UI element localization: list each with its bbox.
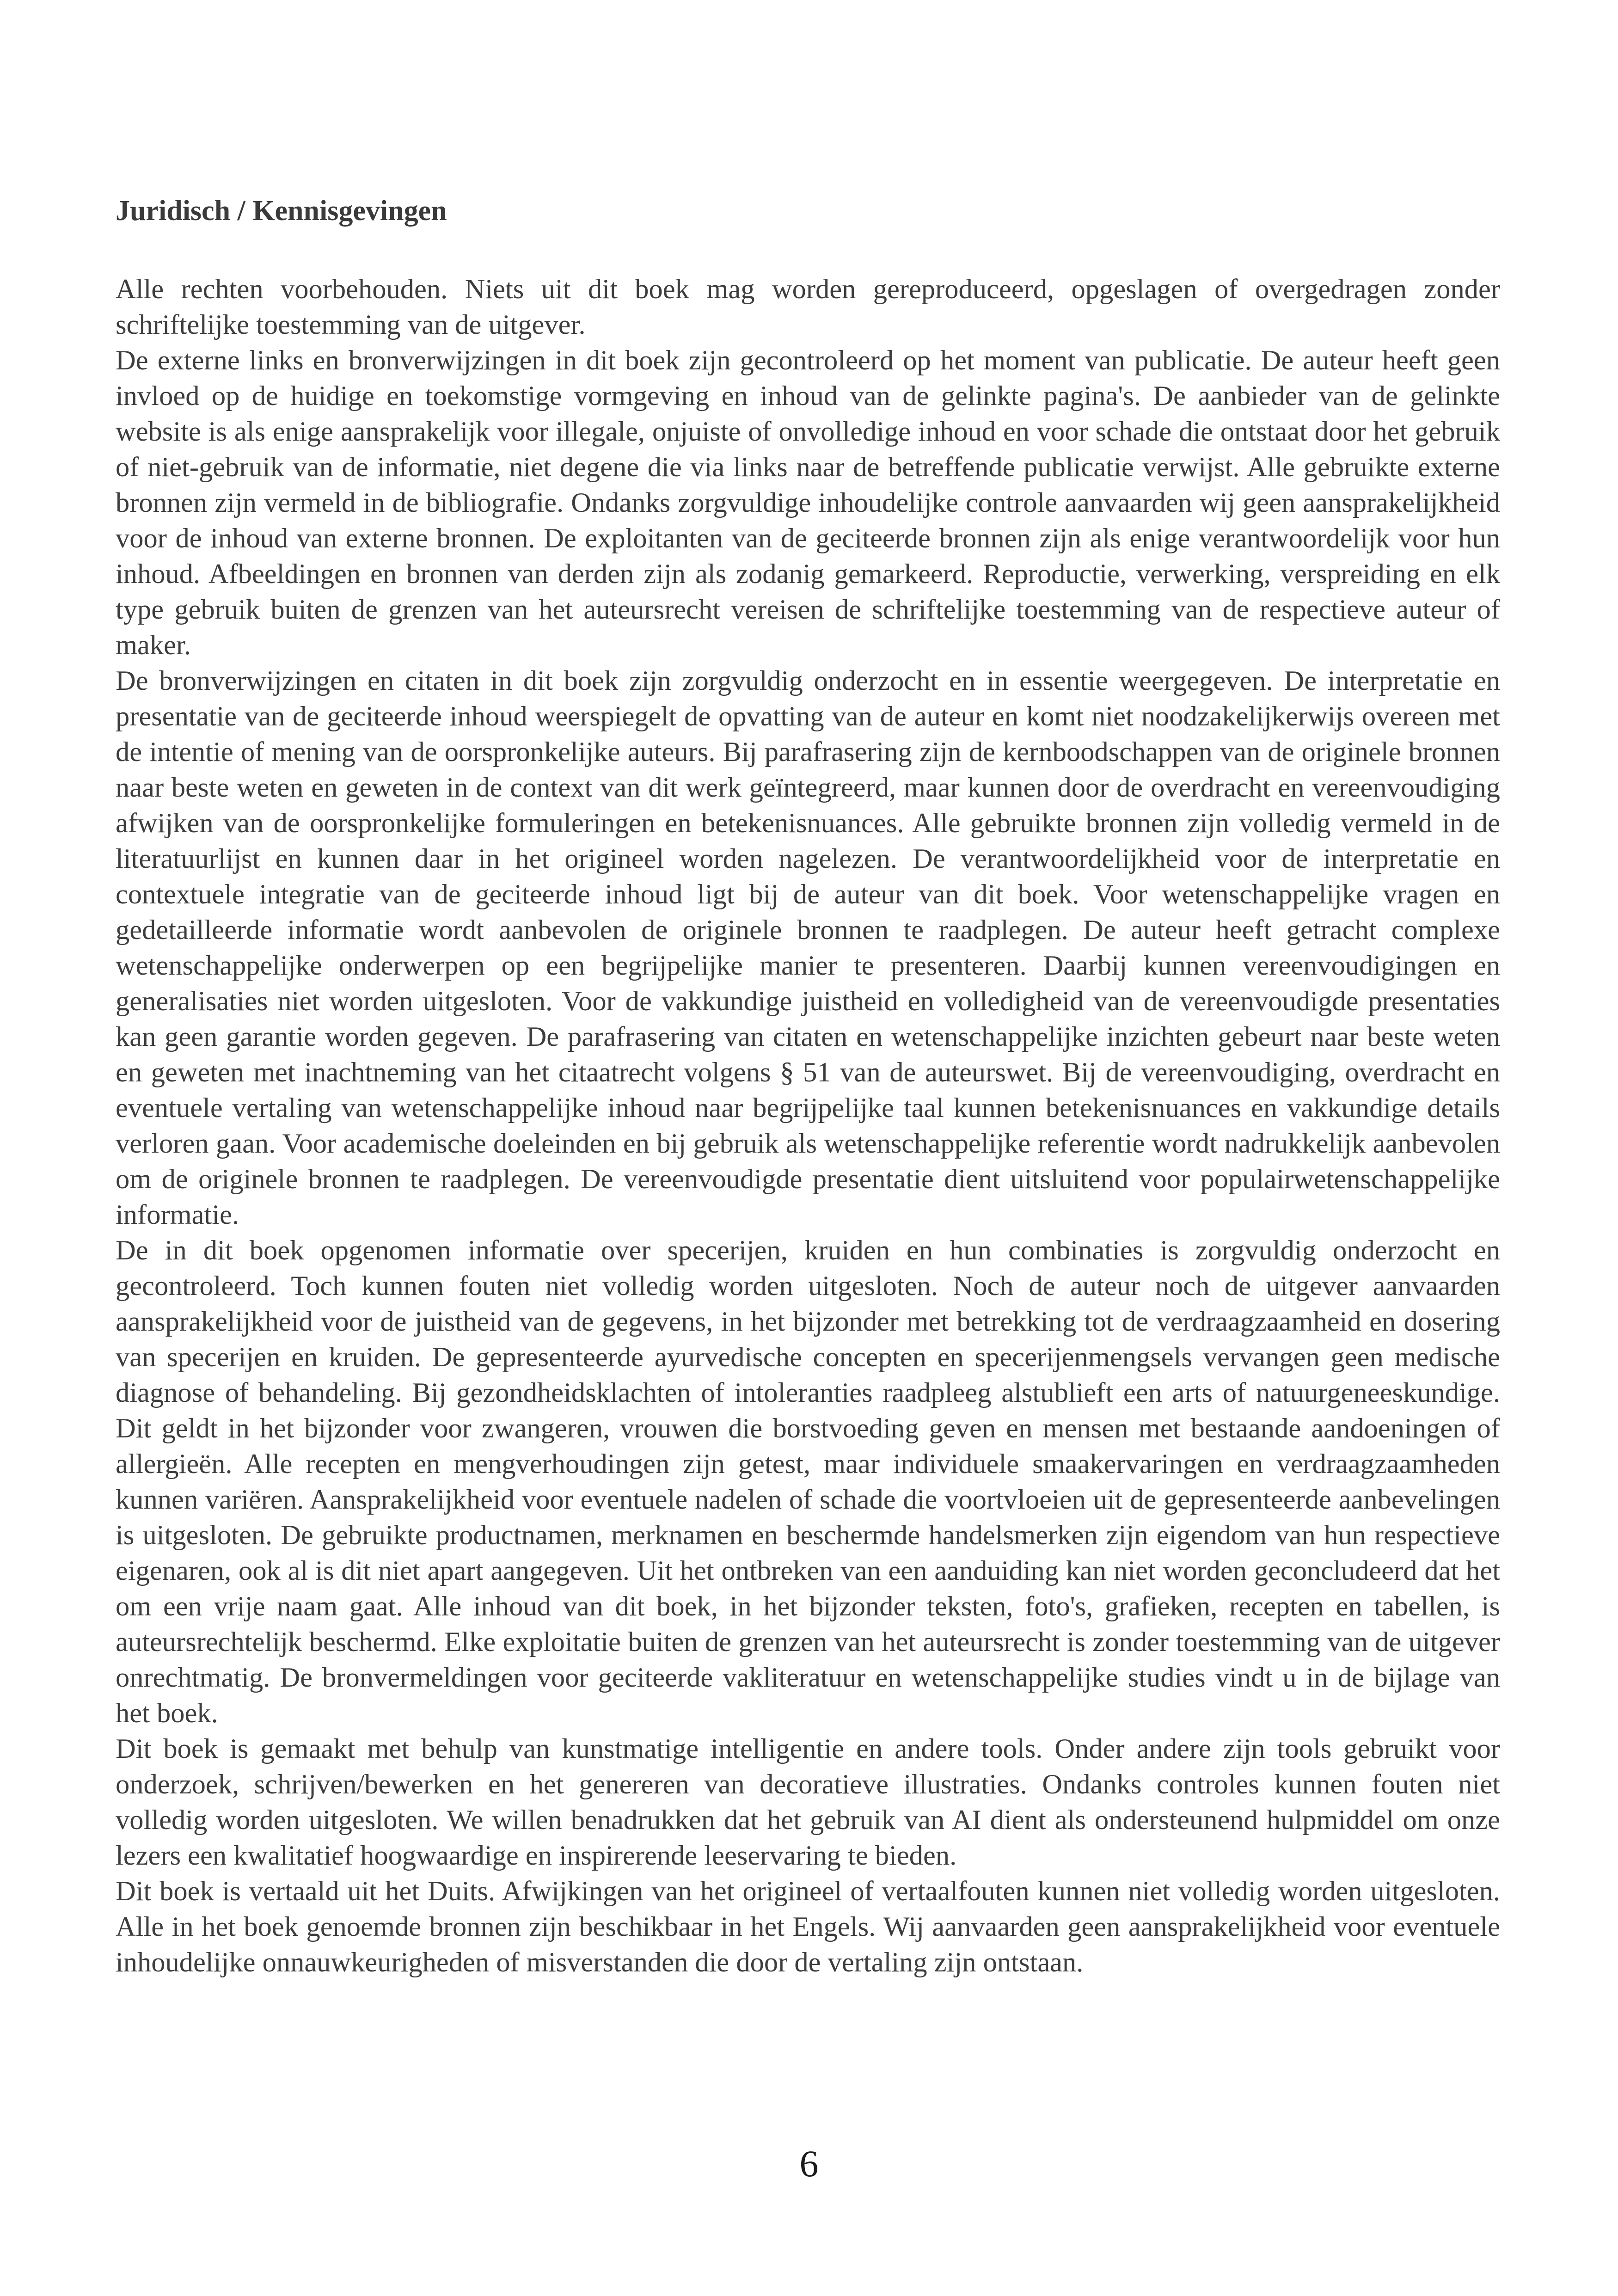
paragraph-external-links: De externe links en bronverwijzingen in dit boek zijn gecontroleerd op het moment van publicatie. De auteur heeft geen invloed op de huidige en toekomstige vormgeving en inhoud van de gelinkte pagina's. De aanbieder van de gelinkte website is als enige aansprakelijk voor illegale, onjuiste of onvolledige inhoud en voor schade die ontstaat door het gebruik of niet-gebruik van de informatie, niet degene die via links naar de betreffende publicatie verwijst. Alle gebruikte externe bronnen zijn vermeld in de bibliografie. Ondanks zorgvuldige inhoudelijke controle aanvaarden wij geen aansprakelijkheid voor de inhoud van externe bronnen. De exploitanten van de geciteerde bronnen zijn als enige verantwoordelijk voor hun inhoud. Afbeeldingen en bronnen van derden zijn als zodanig gemarkeerd. Reproductie, verwerking, verspreiding en elk type gebruik buiten de grenzen van het auteursrecht vereisen de schriftelijke toestemming van de respectieve auteur of maker. [116,345,1500,661]
paragraph-ai-notice: Dit boek is gemaakt met behulp van kunstmatige intelligentie en andere tools. Onder andere zijn tools gebruikt voor onderzoek, schrijven/bewerken en het genereren van decoratieve illustraties. Ondanks controles kunnen fouten niet volledig worden uitgesloten. We willen benadrukken dat het gebruik van AI dient als ondersteunend hulpmiddel om onze lezers een kwalitatief hoogwaardige en inspirerende leeservaring te bieden. [116,1733,1500,1871]
paragraph-citations: De bronverwijzingen en citaten in dit boek zijn zorgvuldig onderzocht en in essentie weergegeven. De interpretatie en presentatie van de geciteerde inhoud weerspiegelt de opvatting van de auteur en komt niet noodzakelijkerwijs overeen met de intentie of mening van de oorspronkelijke auteurs. Bij parafrasering zijn de kernboodschappen van de originele bronnen naar beste weten en geweten in de context van dit werk geïntegreerd, maar kunnen door de overdracht en vereenvoudiging afwijken van de oorspronkelijke formuleringen en betekenisnuances. Alle gebruikte bronnen zijn volledig vermeld in de literatuurlijst en kunnen daar in het origineel worden nagelezen. De verantwoordelijkheid voor de interpretatie en contextuele integratie van de geciteerde inhoud ligt bij de auteur van dit boek. Voor wetenschappelijke vragen en gedetailleerde informatie wordt aanbevolen de originele bronnen te raadplegen. De auteur heeft getracht complexe wetenschappelijke onderwerpen op een begrijpelijke manier te presenteren. Daarbij kunnen vereenvoudigingen en generalisaties niet worden uitgesloten. Voor de vakkundige juistheid en volledigheid van de vereenvoudigde presentaties kan geen garantie worden gegeven. De parafrasering van citaten en wetenschappelijke inzichten gebeurt naar beste weten en geweten met inachtneming van het citaatrecht volgens § 51 van de auteurswet. Bij de vereenvoudiging, overdracht en eventuele vertaling van wetenschappelijke inhoud naar begrijpelijke taal kunnen betekenisnuances en vakkundige details verloren gaan. Voor academische doeleinden en bij gebruik als wetenschappelijke referentie wordt nadrukkelijk aanbevolen om de originele bronnen te raadplegen. De vereenvoudigde presentatie dient uitsluitend voor populairwetenschappelijke informatie. [116,665,1500,1230]
paragraph-copyright: Alle rechten voorbehouden. Niets uit dit boek mag worden gereproduceerd, opgeslagen of overgedragen zonder schriftelijke toestemming van de uitgever. [116,274,1500,340]
paragraph-health-disclaimer: De in dit boek opgenomen informatie over specerijen, kruiden en hun combinaties is zorgvuldig onderzocht en gecontroleerd. Toch kunnen fouten niet volledig worden uitgesloten. Noch de auteur noch de uitgever aanvaarden aansprakelijkheid voor de juistheid van de gegevens, in het bijzonder met betrekking tot de verdraagzaamheid en dosering van specerijen en kruiden. De gepresenteerde ayurvedische concepten en specerijenmengsels vervangen geen medische diagnose of behandeling. Bij gezondheidsklachten of intoleranties raadpleeg alstublieft een arts of natuurgeneeskundige. Dit geldt in het bijzonder voor zwangeren, vrouwen die borstvoeding geven en mensen met bestaande aandoeningen of allergieën. Alle recepten en mengverhoudingen zijn getest, maar individuele smaakervaringen en verdraagzaamheden kunnen variëren. Aansprakelijkheid voor eventuele nadelen of schade die voortvloeien uit de gepresenteerde aanbevelingen is uitgesloten. De gebruikte productnamen, merknamen en beschermde handelsmerken zijn eigendom van hun respectieve eigenaren, ook al is dit niet apart aangegeven. Uit het ontbreken van een aanduiding kan niet worden geconcludeerd dat het om een vrije naam gaat. Alle inhoud van dit boek, in het bijzonder teksten, foto's, grafieken, recepten en tabellen, is auteursrechtelijk beschermd. Elke exploitatie buiten de grenzen van het auteursrecht is zonder toestemming van de uitgever onrechtmatig. De bronvermeldingen voor geciteerde vakliteratuur en wetenschappelijke studies vindt u in de bijlage van het boek. [116,1235,1500,1729]
page-content [116,193,1500,1980]
paragraph-translation-notice: Dit boek is vertaald uit het Duits. Afwijkingen van het origineel of vertaalfouten kunnen niet volledig worden uitgesloten. Alle in het boek genoemde bronnen zijn beschikbaar in het Engels. Wij aanvaarden geen aansprakelijkheid voor eventuele inhoudelijke onnauwkeurigheden of misverstanden die door de vertaling zijn ontstaan. [116,1876,1500,1978]
section-heading: Juridisch / Kennisgevingen [116,195,447,227]
page-number: 6 [799,2143,819,2185]
